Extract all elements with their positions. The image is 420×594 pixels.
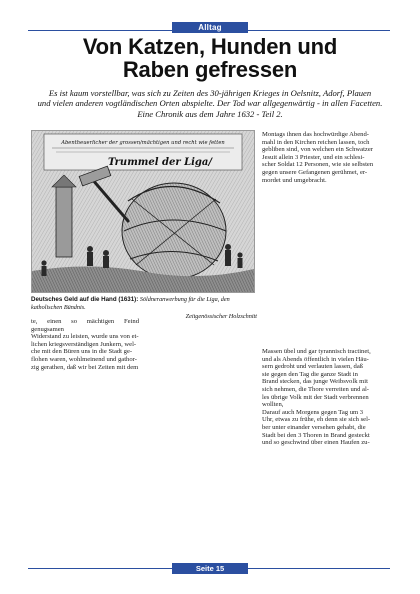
text-line: gegen unsere Gefangenen gerühmet, er- [262, 168, 368, 176]
article-column-left [31, 318, 139, 371]
text-line: Darauf auch Morgens gegen Tag um 3 [262, 408, 364, 416]
lede-line: und vielen anderen vogtländischen Orten abspielte. Der Tod war allgegenwärtig - in allen Facetten. [37, 98, 383, 109]
text-line: Massen übel und gar tyrannisch tractinet, [262, 348, 371, 355]
text-line: Jesuit allein 3 Priester, und ein schlesi- [262, 153, 365, 161]
article-column-right-bottom [262, 348, 390, 447]
text-line: che mit den Büren uns in die Stadt ge- [31, 348, 133, 356]
article-lede [30, 88, 390, 119]
text-line: sern gedroht und verlauten lassen, daß [262, 363, 364, 371]
text-line: ber unter einander versehen gehabt, die [262, 423, 366, 431]
text-line: mordet und umgebracht. [262, 176, 327, 184]
text-line: scher Soldat 12 Personen, wie sie selbsten [262, 161, 374, 169]
text-line: Widerstand zu leisten, wurde uns von et- [31, 333, 139, 341]
text-line: Stadt bei den 3 Thoren in Brand gesteckt [262, 431, 370, 439]
lede-line: Es ist kaum vorstellbar, was sich zu Zeiten des 30-jährigen Krieges in Oelsnitz, Adorf, Plauen [48, 88, 372, 98]
article-column-right-top [262, 131, 390, 184]
text-line: Montags ihnen das hochwürdige Abend- [262, 131, 369, 138]
lede-line: Eine Chronik aus dem Jahre 1632 - Teil 2. [137, 108, 283, 119]
section-tag: Alltag [172, 22, 248, 33]
text-line: wollten, [262, 401, 284, 409]
text-line: lichen kriegsverständigen Junkern, wel- [31, 340, 137, 348]
caption-lead: Deutsches Geld auf die Hand (1631): [31, 296, 139, 303]
text-line: und als Abends öffentlich in vielen Häu- [262, 355, 369, 363]
text-line: Uhr, etwas zu frühe, eh denn sie sich sel- [262, 416, 371, 424]
text-line: te, einen so mächtigen Feind genugsamen [31, 318, 139, 333]
caption-text: Söldneranwerbung für die Liga, den katholischen Bündnis. [31, 296, 230, 311]
text-line: sich nehmen, die Thore verreiten und al- [262, 385, 369, 393]
text-line: Brand stecken, das junge Weibsvolk mit [262, 378, 368, 386]
text-line: und so geschwind über einen Haufen zu- [262, 439, 370, 447]
text-line: les übrige Volk mit der Stadt verbrennen [262, 393, 369, 401]
woodcut-illustration [32, 131, 254, 292]
text-line: mahl in den Kirchen reichen lassen, toch [262, 138, 370, 146]
woodcut-banner-line-1: Abentheuerlicher der grossen/mächtigen und recht wie fetten [61, 140, 225, 146]
caption-credit: Zeitgenössischer Holzschnitt [185, 313, 257, 321]
headline-line-1: Von Katzen, Hunden und [82, 34, 338, 59]
text-line: gebliben sind, von welchen ein Schwatzer [262, 146, 373, 154]
woodcut-image [31, 130, 255, 293]
woodcut-banner-line-2: Trummel der Liga/ [107, 157, 213, 168]
text-line: zig gerathen, daß wir bei Zeiten mit dem [31, 363, 139, 371]
page-number: Seite 15 [172, 563, 248, 574]
headline-line-2: Raben gefressen [122, 57, 298, 82]
text-line: flohen waren, wohlmeinend und gathor- [31, 355, 137, 363]
article-headline [30, 35, 390, 81]
text-line: sie gegen den Tag die ganze Stadt in [262, 370, 358, 378]
